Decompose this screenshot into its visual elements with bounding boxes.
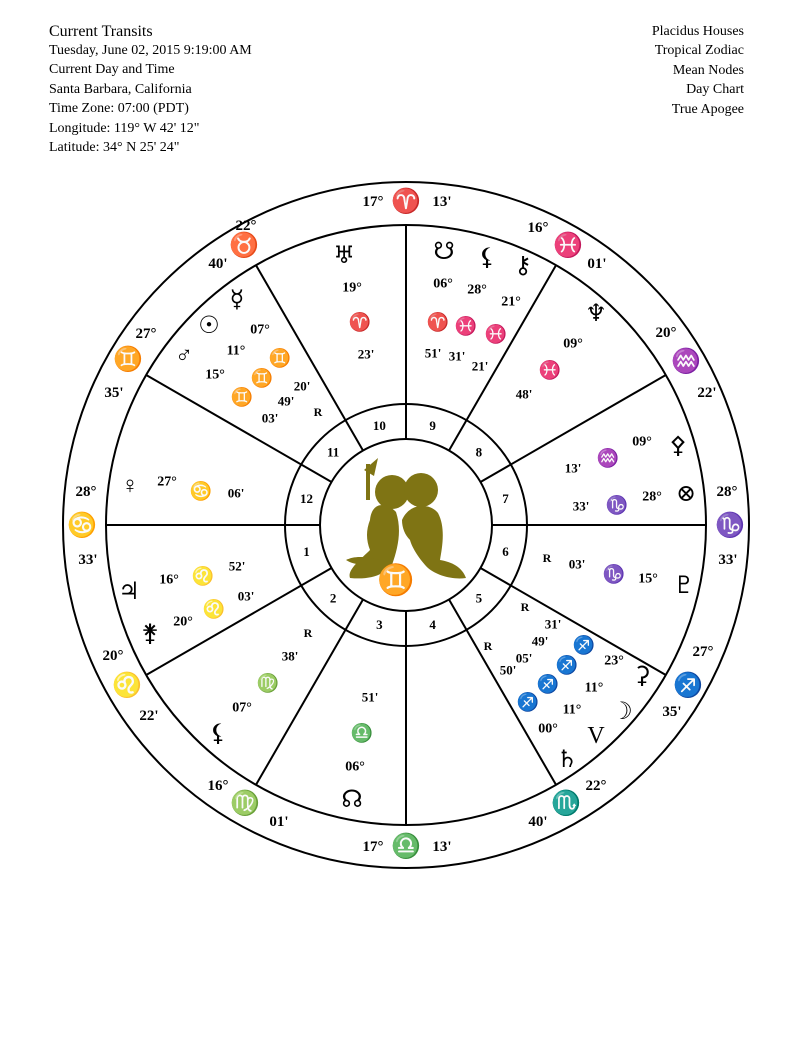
uranus-sign-icon: ♈ xyxy=(348,312,372,332)
lilith-icon: ⚸ xyxy=(209,721,227,747)
cusp-6-degree: 27° xyxy=(692,644,714,660)
pallas-icon: ⚴ xyxy=(669,433,687,459)
center-gemini-glyph: ♊ xyxy=(377,564,415,597)
lilith-sign-icon: ♍ xyxy=(256,673,280,693)
pallas-degree: 09° xyxy=(632,434,652,450)
cusp-6-minute: 35' xyxy=(662,704,682,720)
cusp-10-sign-icon: ♈ xyxy=(391,189,421,215)
south-node-degree: 06° xyxy=(433,276,453,292)
cusp-12-degree: 27° xyxy=(135,326,157,342)
cusp-6-sign-icon: ♐ xyxy=(673,673,703,699)
north-node-degree: 06° xyxy=(345,759,365,775)
mars-sign-icon: ♊ xyxy=(230,387,254,407)
venus-5-icon: ⚳ xyxy=(633,663,651,689)
chart-time-zone: Time Zone: 07:00 (PDT) xyxy=(49,101,189,117)
house-system: Placidus Houses xyxy=(651,24,744,39)
saturn-icon: ♄ xyxy=(556,747,578,773)
juno-degree: 20° xyxy=(173,614,193,630)
pluto-sign-icon: ♑ xyxy=(602,564,626,584)
gemini-twins-icon xyxy=(346,458,466,578)
node-type: Mean Nodes xyxy=(672,62,744,78)
cusp-9-degree: 16° xyxy=(527,220,549,236)
chart-location: Santa Barbara, California xyxy=(49,81,192,97)
chiron-degree: 21° xyxy=(501,294,521,310)
cusp-7-sign-icon: ♑ xyxy=(715,513,745,539)
zodiac-type: Tropical Zodiac xyxy=(654,43,744,59)
neptune-icon: ♆ xyxy=(585,301,607,327)
vertex-sign-icon: ♐ xyxy=(536,674,560,694)
venus-5-degree: 23° xyxy=(604,653,624,669)
neptune-minute: 48' xyxy=(515,386,533,402)
cusp-4-minute: 13' xyxy=(432,839,452,855)
pluto-retrograde: R xyxy=(542,551,552,565)
north-node-icon: ☊ xyxy=(341,787,363,813)
mercury-minute: 03' xyxy=(261,410,279,426)
mercury-sign-icon: ♊ xyxy=(268,348,292,368)
cusp-1-minute: 33' xyxy=(78,552,98,568)
vertex-minute: 05' xyxy=(515,650,533,666)
house-number-12: 12 xyxy=(300,490,314,506)
pluto-icon: ♇ xyxy=(673,573,695,599)
cusp-11-sign-icon: ♉ xyxy=(229,233,259,259)
neptune-degree: 09° xyxy=(563,336,583,352)
apogee-minute: 31' xyxy=(448,348,466,364)
cusp-7-minute: 33' xyxy=(718,552,738,568)
venus-degree: 27° xyxy=(157,474,177,490)
mercury-degree: 07° xyxy=(250,322,270,338)
part-of-fortune-icon: ⊗ xyxy=(675,481,697,507)
mars-degree: 15° xyxy=(205,367,225,383)
vertex-degree: 11° xyxy=(562,702,582,718)
part-of-fortune-minute: 33' xyxy=(572,498,590,514)
apogee-icon: ⚸ xyxy=(478,245,496,271)
cusp-1-degree: 28° xyxy=(75,484,97,500)
mercury-retrograde: R xyxy=(313,405,323,419)
moon-minute: 49' xyxy=(531,633,549,649)
venus-sign-icon: ♋ xyxy=(189,481,213,501)
juno-sign-icon: ♌ xyxy=(202,599,226,619)
chart-date-time: Tuesday, June 02, 2015 9:19:00 AM xyxy=(49,43,252,58)
house-number-11: 11 xyxy=(327,444,340,460)
chart-latitude: Latitude: 34° N 25' 24" xyxy=(49,140,180,156)
south-node-minute: 51' xyxy=(424,345,442,361)
cusp-10-degree: 17° xyxy=(362,194,384,210)
part-of-fortune-sign-icon: ♑ xyxy=(605,495,629,515)
juno-icon: ⚵ xyxy=(141,621,159,647)
chart-day-night: Day Chart xyxy=(686,82,744,98)
chiron-icon: ⚷ xyxy=(514,253,532,279)
moon-icon: ☽ xyxy=(611,699,633,725)
venus-5-sign-icon: ♐ xyxy=(572,635,596,655)
house-number-7: 7 xyxy=(502,490,509,506)
cusp-2-degree: 20° xyxy=(102,648,124,664)
chart-longitude: Longitude: 119° W 42' 12" xyxy=(49,120,200,136)
cusp-5-minute: 40' xyxy=(528,814,548,830)
apogee-degree: 28° xyxy=(467,282,487,298)
north-node-minute: 51' xyxy=(361,689,379,705)
pluto-minute: 03' xyxy=(568,556,586,572)
house-number-2: 2 xyxy=(329,590,337,606)
cusp-9-minute: 01' xyxy=(587,256,607,272)
cusp-4-degree: 17° xyxy=(362,839,384,855)
cusp-2-sign-icon: ♌ xyxy=(112,673,142,699)
cusp-5-sign-icon: ♏ xyxy=(551,791,581,817)
vertex-icon: V xyxy=(587,723,605,749)
cusp-11-minute: 40' xyxy=(208,256,228,272)
house-number-9: 9 xyxy=(429,418,436,434)
apogee-sign-icon: ♓ xyxy=(454,316,478,336)
venus-icon: ♀ xyxy=(121,473,139,499)
mercury-icon: ☿ xyxy=(229,287,245,313)
cusp-12-sign-icon: ♊ xyxy=(113,347,143,373)
cusp-3-sign-icon: ♍ xyxy=(230,791,260,817)
cusp-1-sign-icon: ♋ xyxy=(67,513,97,539)
sun-sign-icon: ♊ xyxy=(250,368,274,388)
saturn-retrograde: R xyxy=(483,639,493,653)
saturn-degree: 00° xyxy=(538,721,558,737)
pallas-sign-icon: ♒ xyxy=(596,448,620,468)
chiron-minute: 21' xyxy=(471,358,489,374)
neptune-sign-icon: ♓ xyxy=(538,360,562,380)
part-of-fortune-degree: 28° xyxy=(642,489,662,505)
cusp-3-minute: 01' xyxy=(269,814,289,830)
south-node-sign-icon: ♈ xyxy=(426,312,450,332)
cusp-9-sign-icon: ♓ xyxy=(553,233,583,259)
chart-title: Current Transits xyxy=(49,23,153,40)
moon-degree: 11° xyxy=(584,680,604,696)
pallas-minute: 13' xyxy=(564,460,582,476)
venus-minute: 06' xyxy=(227,485,245,501)
house-number-8: 8 xyxy=(475,444,483,460)
lilith-retrograde: R xyxy=(303,626,313,640)
chiron-sign-icon: ♓ xyxy=(484,324,508,344)
moon-sign-icon: ♐ xyxy=(555,655,579,675)
cusp-8-minute: 22' xyxy=(697,385,717,401)
uranus-minute: 23' xyxy=(357,346,375,362)
apogee-type: True Apogee xyxy=(671,101,744,117)
house-number-10: 10 xyxy=(372,418,386,434)
cusp-2-minute: 22' xyxy=(139,708,159,724)
saturn-sign-icon: ♐ xyxy=(516,692,540,712)
cusp-12-minute: 35' xyxy=(104,385,124,401)
ceres-jupiter-icon: ♃ xyxy=(118,579,140,605)
lilith-degree: 07° xyxy=(232,700,252,716)
mars-icon: ♂ xyxy=(175,343,193,369)
cusp-8-degree: 20° xyxy=(655,325,677,341)
venus-5-minute: 31' xyxy=(544,616,562,632)
lilith-minute: 38' xyxy=(281,648,299,664)
cusp-5-degree: 22° xyxy=(585,778,607,794)
cusp-4-sign-icon: ♎ xyxy=(391,834,421,860)
sun-minute: 49' xyxy=(277,393,295,409)
juno-minute: 03' xyxy=(237,588,255,604)
venus-5-retrograde: R xyxy=(520,600,530,614)
uranus-icon: ♅ xyxy=(333,243,355,269)
ceres-jupiter-sign-icon: ♌ xyxy=(191,566,215,586)
sun-icon: ☉ xyxy=(198,313,220,339)
ceres-jupiter-minute: 52' xyxy=(228,558,246,574)
ceres-jupiter-degree: 16° xyxy=(159,572,179,588)
cusp-3-degree: 16° xyxy=(207,778,229,794)
uranus-degree: 19° xyxy=(342,280,362,296)
saturn-minute: 50' xyxy=(499,662,517,678)
house-number-3: 3 xyxy=(376,616,383,632)
pluto-degree: 15° xyxy=(638,571,658,587)
house-number-4: 4 xyxy=(429,616,436,632)
chart-description: Current Day and Time xyxy=(49,62,175,78)
cusp-7-degree: 28° xyxy=(716,484,738,500)
cusp-11-degree: 22° xyxy=(235,218,257,234)
house-number-6: 6 xyxy=(502,544,509,560)
mars-minute: 20' xyxy=(293,378,311,394)
cusp-8-sign-icon: ♒ xyxy=(671,349,701,375)
house-number-5: 5 xyxy=(475,590,483,606)
center-emblem xyxy=(346,458,466,597)
south-node-icon: ☋ xyxy=(433,239,455,265)
cusp-10-minute: 13' xyxy=(432,194,452,210)
north-node-sign-icon: ♎ xyxy=(350,723,374,743)
sun-degree: 11° xyxy=(226,343,246,359)
house-number-1: 1 xyxy=(303,544,310,560)
